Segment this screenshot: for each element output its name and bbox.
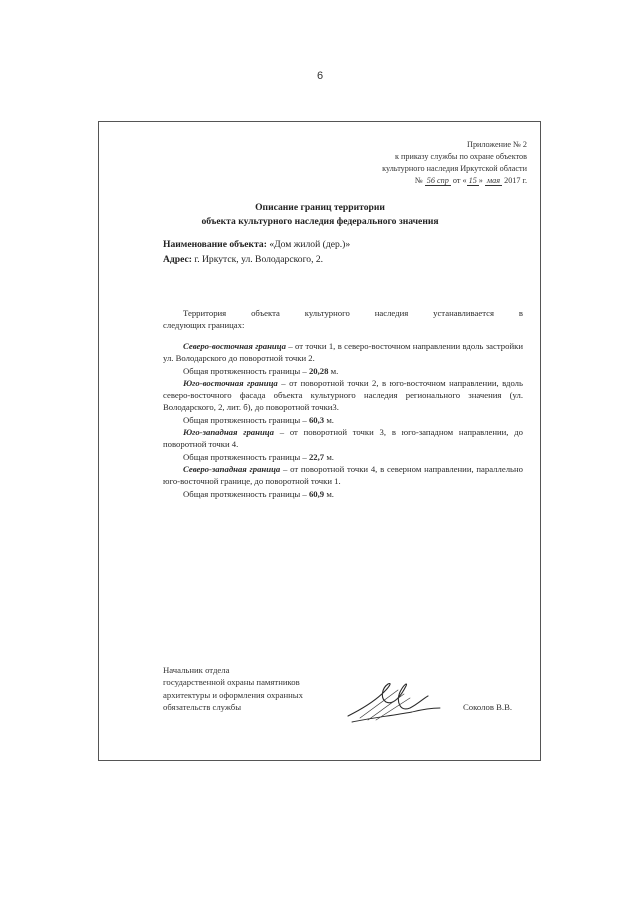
date-from: от « bbox=[452, 176, 467, 185]
border-length-label: Общая протяженность границы – bbox=[183, 451, 309, 462]
signatory-line-1: Начальник отдела bbox=[163, 665, 230, 675]
signatory-line-3: архитектуры и оформления охранных bbox=[163, 689, 303, 700]
border-length-unit: м. bbox=[324, 414, 334, 425]
appendix-header bbox=[382, 139, 527, 187]
order-number-line bbox=[382, 175, 527, 187]
border-paragraph bbox=[163, 340, 523, 365]
appendix-line-2: к приказу службы по охране объектов bbox=[394, 152, 527, 161]
object-name-line bbox=[163, 239, 350, 250]
object-address-label: Адрес: bbox=[163, 254, 192, 265]
signatory-position bbox=[163, 664, 303, 713]
handwritten-signature bbox=[340, 672, 450, 732]
signatory-line-4: обязательств службы bbox=[163, 701, 242, 712]
border-name: Юго-восточная граница bbox=[183, 377, 278, 388]
border-name: Юго-западная граница bbox=[183, 427, 274, 438]
border-length-value: 60,9 bbox=[308, 488, 325, 499]
border-length-unit: м. bbox=[324, 451, 334, 462]
border-paragraph bbox=[163, 377, 523, 414]
intro-paragraph bbox=[163, 307, 523, 332]
border-text: – от поворотной точки 4, в северном направлении, параллельно юго-восточной границе, до поворотной точки 1. bbox=[163, 463, 523, 487]
order-number-prefix: № bbox=[414, 176, 423, 185]
border-text: – от поворотной точки 3, в юго-западном направлении, до поворотной точки 4. bbox=[163, 427, 523, 450]
signatory-line-2: государственной охраны памятников bbox=[163, 677, 300, 688]
border-length bbox=[163, 488, 523, 500]
border-length-value: 20,28 bbox=[308, 365, 329, 376]
date-year: 2017 г. bbox=[504, 176, 527, 185]
date-separator: » bbox=[478, 176, 483, 185]
border-length-unit: м. bbox=[324, 488, 334, 499]
appendix-line-3: культурного наследия Иркутской области bbox=[382, 164, 527, 173]
border-length bbox=[163, 414, 523, 426]
border-paragraph bbox=[163, 463, 523, 488]
object-address-value: г. Иркутск, ул. Володарского, 2. bbox=[194, 254, 324, 265]
border-paragraph bbox=[163, 426, 523, 451]
border-length bbox=[163, 451, 523, 463]
date-month-handwritten: мая bbox=[486, 176, 501, 185]
order-number-handwritten: 56 спр bbox=[426, 176, 449, 185]
document-title-line-1: Описание границ территории bbox=[255, 202, 385, 213]
document-title-line-2: объекта культурного наследия федерального значения bbox=[201, 216, 439, 227]
borders-description bbox=[163, 340, 523, 500]
appendix-line-1: Приложение № 2 bbox=[467, 140, 527, 149]
border-length bbox=[163, 365, 523, 377]
border-length-label: Общая протяженность границы – bbox=[183, 365, 309, 376]
border-length-unit: м. bbox=[328, 365, 339, 376]
intro-line-1: Территория объекта культурного наследия устанавливается в bbox=[183, 308, 523, 318]
object-name-label: Наименование объекта: bbox=[163, 239, 267, 250]
border-text: – от точки 1, в северо-восточном направлении вдоль застройки ул. Володарского до поворотной точки 2. bbox=[163, 341, 523, 364]
page-number: 6 bbox=[316, 70, 324, 82]
date-day-handwritten: 15 bbox=[468, 176, 477, 185]
object-name-value: «Дом жилой (дер.)» bbox=[269, 239, 351, 250]
border-length-label: Общая протяженность границы – bbox=[183, 488, 309, 499]
border-length-value: 22,7 bbox=[308, 451, 325, 462]
border-name: Северо-восточная граница bbox=[183, 341, 286, 351]
signer-name: Соколов В.В. bbox=[463, 702, 513, 712]
border-name: Северо-западная граница bbox=[183, 463, 281, 474]
border-length-label: Общая протяженность границы – bbox=[183, 414, 309, 425]
border-text: – от поворотной точки 2, в юго-восточном направлении, вдоль северо-восточного фасада объекта культурного наследия регионального значения (ул. Володарского, 2, лит. б), до поворотной точки3. bbox=[163, 377, 523, 413]
object-address-line bbox=[163, 254, 323, 265]
intro-line-2: следующих границах: bbox=[163, 320, 245, 331]
border-length-value: 60,3 bbox=[308, 414, 325, 425]
